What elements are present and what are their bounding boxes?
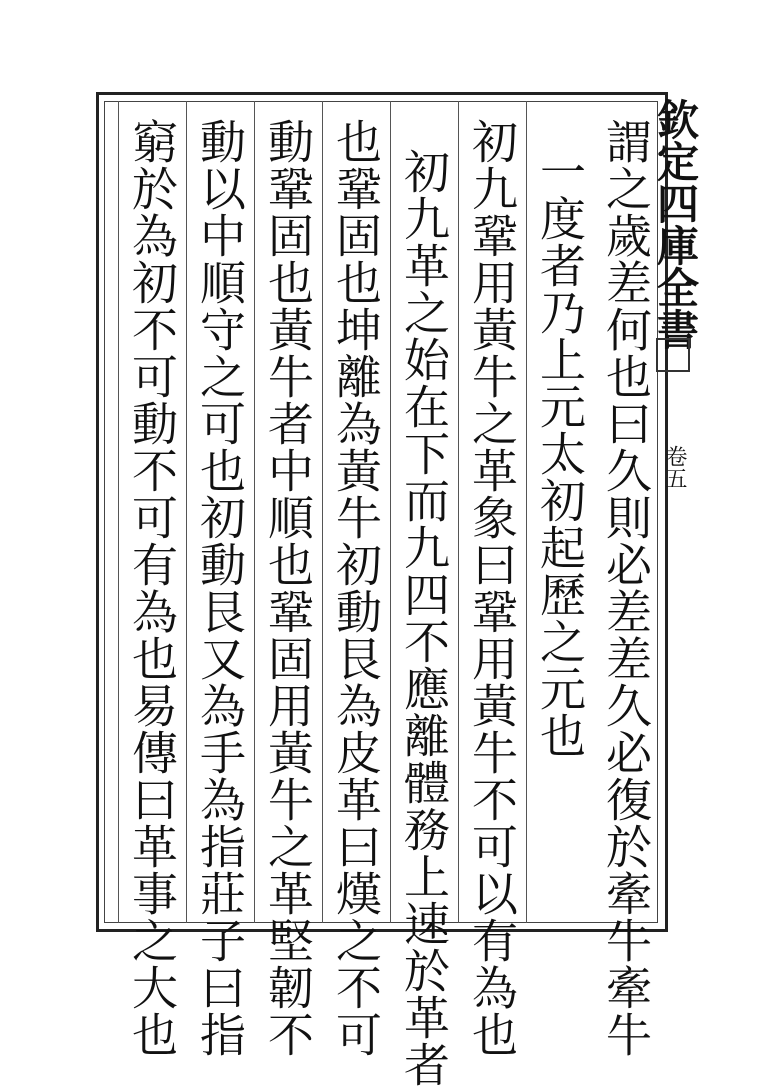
column-rule — [526, 101, 527, 923]
text-column-8: 窮於為初不可動不可有為也易傳曰革事之大也 — [125, 118, 179, 1058]
text-column-4: 初九革之始在下而九四不應離體務上速於革者 — [397, 148, 451, 1088]
text-column-6: 動鞏固也黃牛者中順也鞏固用黃牛之革堅韌不 — [261, 118, 315, 1058]
column-rule — [118, 101, 119, 923]
column-rule — [254, 101, 255, 923]
text-column-5: 也鞏固也坤離為黃牛初動艮為皮革曰熯之不可 — [329, 118, 383, 1058]
text-column-3: 初九鞏用黃牛之革象曰鞏用黃牛不可以有為也 — [465, 118, 519, 1058]
margin-seal-mark — [656, 338, 690, 372]
column-rule — [186, 101, 187, 923]
column-rule — [390, 101, 391, 923]
text-column-7: 動以中順守之可也初動艮又為手為指莊子曰指 — [193, 118, 247, 1058]
text-column-2: 一度者乃上元太初起歷之元也 — [533, 148, 587, 759]
column-rule — [458, 101, 459, 923]
volume-number: 卷五 — [662, 445, 687, 489]
book-title: 欽定四庫全書 — [651, 98, 700, 350]
text-column-1: 謂之歲差何也曰久則必差差久必復於牽牛牽牛 — [599, 118, 653, 1058]
column-rule — [322, 101, 323, 923]
